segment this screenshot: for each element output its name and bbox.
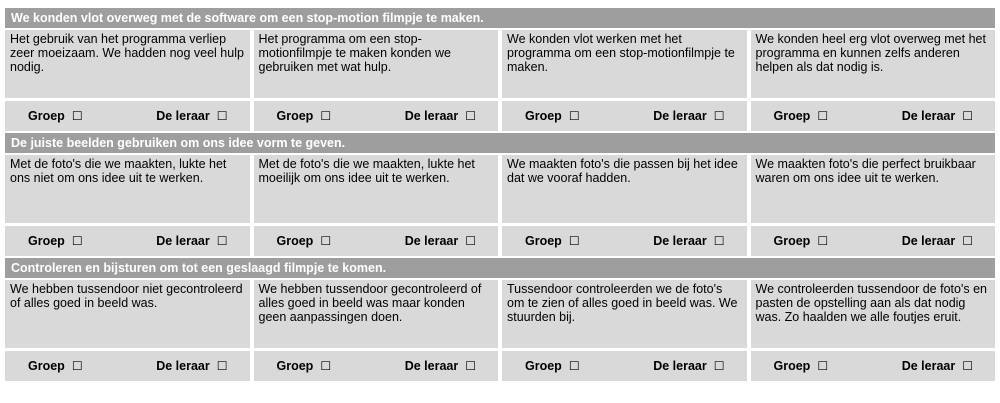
group-checkbox[interactable] — [28, 109, 83, 123]
checkbox-icon: ☐ — [713, 359, 725, 373]
teacher-checkbox[interactable] — [156, 359, 227, 373]
teacher-checkbox[interactable] — [405, 359, 476, 373]
group-checkbox[interactable] — [525, 234, 580, 248]
section-title: We konden vlot overweg met de software om een stop-motion filmpje te maken. — [5, 8, 995, 28]
teacher-label: De leraar — [901, 359, 956, 373]
level-row — [5, 28, 995, 131]
checkbox-row — [5, 226, 250, 256]
teacher-checkbox[interactable] — [653, 359, 724, 373]
group-checkbox[interactable] — [28, 359, 83, 373]
group-checkbox[interactable] — [277, 359, 332, 373]
checkbox-row — [502, 101, 747, 131]
group-label: Groep — [525, 234, 562, 248]
group-label: Groep — [525, 359, 562, 373]
checkbox-icon: ☐ — [713, 109, 725, 123]
level-cell-2 — [254, 280, 499, 381]
group-checkbox[interactable] — [774, 234, 829, 248]
checkbox-row — [751, 351, 996, 381]
checkbox-icon: ☐ — [817, 109, 829, 123]
group-checkbox[interactable] — [28, 234, 83, 248]
level-cell-1 — [5, 280, 250, 381]
checkbox-icon: ☐ — [962, 359, 973, 373]
group-checkbox[interactable] — [774, 109, 829, 123]
level-cell-1 — [5, 30, 250, 131]
teacher-label: De leraar — [653, 359, 707, 373]
teacher-label: De leraar — [156, 109, 210, 123]
section-title: De juiste beelden gebruiken om ons idee vorm te geven. — [5, 133, 995, 153]
level-description: Met de foto's die we maakten, lukte het ons niet om ons idee uit te werken. — [5, 155, 250, 223]
teacher-label: De leraar — [404, 359, 459, 373]
checkbox-row — [502, 351, 747, 381]
level-cell-2 — [254, 155, 499, 256]
group-label: Groep — [773, 234, 811, 248]
group-label: Groep — [28, 359, 65, 373]
level-cell-1 — [5, 155, 250, 256]
teacher-label: De leraar — [156, 234, 210, 248]
level-description: We hebben tussendoor gecontroleerd of alles goed in beeld was maar konden geen aanpassingen doen. — [254, 280, 499, 348]
teacher-checkbox[interactable] — [156, 109, 227, 123]
teacher-label: De leraar — [653, 234, 707, 248]
teacher-label: De leraar — [156, 359, 210, 373]
checkbox-icon: ☐ — [962, 234, 973, 248]
checkbox-icon: ☐ — [962, 109, 973, 123]
rubric-table — [5, 8, 995, 381]
group-label: Groep — [276, 109, 314, 123]
level-cell-2 — [254, 30, 499, 131]
teacher-label: De leraar — [653, 109, 707, 123]
checkbox-row — [5, 101, 250, 131]
group-label: Groep — [28, 234, 65, 248]
section-images — [5, 133, 995, 256]
group-label: Groep — [28, 109, 65, 123]
checkbox-row — [502, 226, 747, 256]
group-checkbox[interactable] — [774, 359, 829, 373]
level-cell-3 — [502, 155, 747, 256]
group-checkbox[interactable] — [277, 109, 332, 123]
checkbox-icon: ☐ — [568, 359, 580, 373]
checkbox-row — [254, 101, 499, 131]
group-checkbox[interactable] — [525, 359, 580, 373]
level-description: We maakten foto's die perfect bruikbaar waren om ons idee uit te werken. — [751, 155, 996, 223]
level-description: We konden vlot werken met het programma om een stop-motionfilmpje te maken. — [502, 30, 747, 98]
section-software — [5, 8, 995, 131]
group-label: Groep — [276, 359, 314, 373]
checkbox-row — [254, 226, 499, 256]
level-cell-4 — [751, 155, 996, 256]
checkbox-icon: ☐ — [568, 234, 580, 248]
level-description: We controleerden tussendoor de foto's en pasten de opstelling aan als dat nodig was. Zo haalden we alle foutjes eruit. — [751, 280, 996, 348]
teacher-checkbox[interactable] — [653, 109, 724, 123]
level-row — [5, 278, 995, 381]
section-review — [5, 258, 995, 381]
checkbox-row — [751, 226, 996, 256]
teacher-checkbox[interactable] — [405, 109, 476, 123]
level-description: We maakten foto's die passen bij het idee dat we vooraf hadden. — [502, 155, 747, 223]
checkbox-icon: ☐ — [71, 109, 83, 123]
checkbox-row — [5, 351, 250, 381]
level-description: Het programma om een stop-motionfilmpje te maken konden we gebruiken met wat hulp. — [254, 30, 499, 98]
checkbox-icon: ☐ — [71, 359, 83, 373]
checkbox-icon: ☐ — [817, 359, 829, 373]
level-description: Tussendoor controleerden we de foto's om te zien of alles goed in beeld was. We stuurden bij. — [502, 280, 747, 348]
level-cell-4 — [751, 30, 996, 131]
checkbox-icon: ☐ — [817, 234, 829, 248]
teacher-label: De leraar — [901, 234, 956, 248]
level-description: Met de foto's die we maakten, lukte het moeilijk om ons idee uit te werken. — [254, 155, 499, 223]
teacher-label: De leraar — [404, 234, 459, 248]
level-cell-3 — [502, 280, 747, 381]
teacher-label: De leraar — [901, 109, 956, 123]
checkbox-icon: ☐ — [465, 234, 476, 248]
checkbox-icon: ☐ — [320, 109, 332, 123]
teacher-label: De leraar — [404, 109, 459, 123]
teacher-checkbox[interactable] — [405, 234, 476, 248]
level-description: We konden heel erg vlot overweg met het programma en kunnen zelfs anderen helpen als dat nodig is. — [751, 30, 996, 98]
group-checkbox[interactable] — [277, 234, 332, 248]
level-cell-3 — [502, 30, 747, 131]
checkbox-icon: ☐ — [216, 234, 228, 248]
level-description: We hebben tussendoor niet gecontroleerd of alles goed in beeld was. — [5, 280, 250, 348]
group-label: Groep — [773, 359, 811, 373]
level-description: Het gebruik van het programma verliep zeer moeizaam. We hadden nog veel hulp nodig. — [5, 30, 250, 98]
teacher-checkbox[interactable] — [902, 359, 973, 373]
teacher-checkbox[interactable] — [902, 234, 973, 248]
checkbox-icon: ☐ — [713, 234, 725, 248]
teacher-checkbox[interactable] — [156, 234, 227, 248]
checkbox-icon: ☐ — [71, 234, 83, 248]
checkbox-row — [254, 351, 499, 381]
checkbox-icon: ☐ — [568, 109, 580, 123]
teacher-checkbox[interactable] — [653, 234, 724, 248]
checkbox-icon: ☐ — [320, 359, 332, 373]
section-title: Controleren en bijsturen om tot een geslaagd filmpje te komen. — [5, 258, 995, 278]
level-row — [5, 153, 995, 256]
group-label: Groep — [773, 109, 811, 123]
group-label: Groep — [525, 109, 562, 123]
level-cell-4 — [751, 280, 996, 381]
checkbox-icon: ☐ — [465, 359, 476, 373]
checkbox-icon: ☐ — [216, 359, 228, 373]
group-label: Groep — [276, 234, 314, 248]
group-checkbox[interactable] — [525, 109, 580, 123]
checkbox-icon: ☐ — [465, 109, 476, 123]
teacher-checkbox[interactable] — [902, 109, 973, 123]
checkbox-icon: ☐ — [216, 109, 228, 123]
checkbox-row — [751, 101, 996, 131]
checkbox-icon: ☐ — [320, 234, 332, 248]
